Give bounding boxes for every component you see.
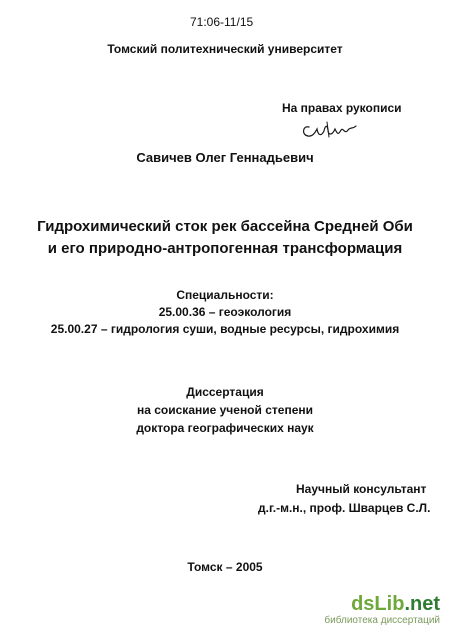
author-name: Савичев Олег Геннадьевич — [136, 150, 314, 165]
specialty-hydrology: 25.00.27 – гидрология суши, водные ресурсы, гидрохимия — [50, 322, 400, 336]
watermark-logo-main: dsLib — [351, 593, 405, 615]
watermark-subtitle: библиотека диссертаций — [324, 615, 440, 626]
degree-line-2: доктора географических наук — [136, 421, 314, 435]
specialties-label: Специальности: — [176, 288, 274, 302]
dslib-watermark — [300, 593, 440, 629]
consultant-label: Научный консультант — [296, 482, 427, 496]
degree-line-1: на соискание ученой степени — [137, 403, 313, 417]
handwritten-signature — [300, 118, 358, 142]
consultant-name: д.г.-м.н., проф. Шварцев С.Л. — [258, 501, 431, 515]
specialty-geoecology: 25.00.36 – геоэкология — [158, 305, 292, 319]
manuscript-rights: На правах рукописи — [282, 101, 402, 115]
watermark-logo — [351, 593, 440, 615]
university-name: Томский политехнический университет — [107, 42, 343, 56]
dissertation-label: Диссертация — [186, 385, 264, 399]
dissertation-title-line-1: Гидрохимический сток рек бассейна Средней Оби — [37, 218, 413, 235]
watermark-logo-tld: .net — [404, 593, 440, 615]
dissertation-title-line-2: и его природно-антропогенная трансформация — [47, 240, 403, 257]
city-year: Томск – 2005 — [187, 560, 263, 574]
catalog-code: 71:06-11/15 — [190, 15, 254, 29]
